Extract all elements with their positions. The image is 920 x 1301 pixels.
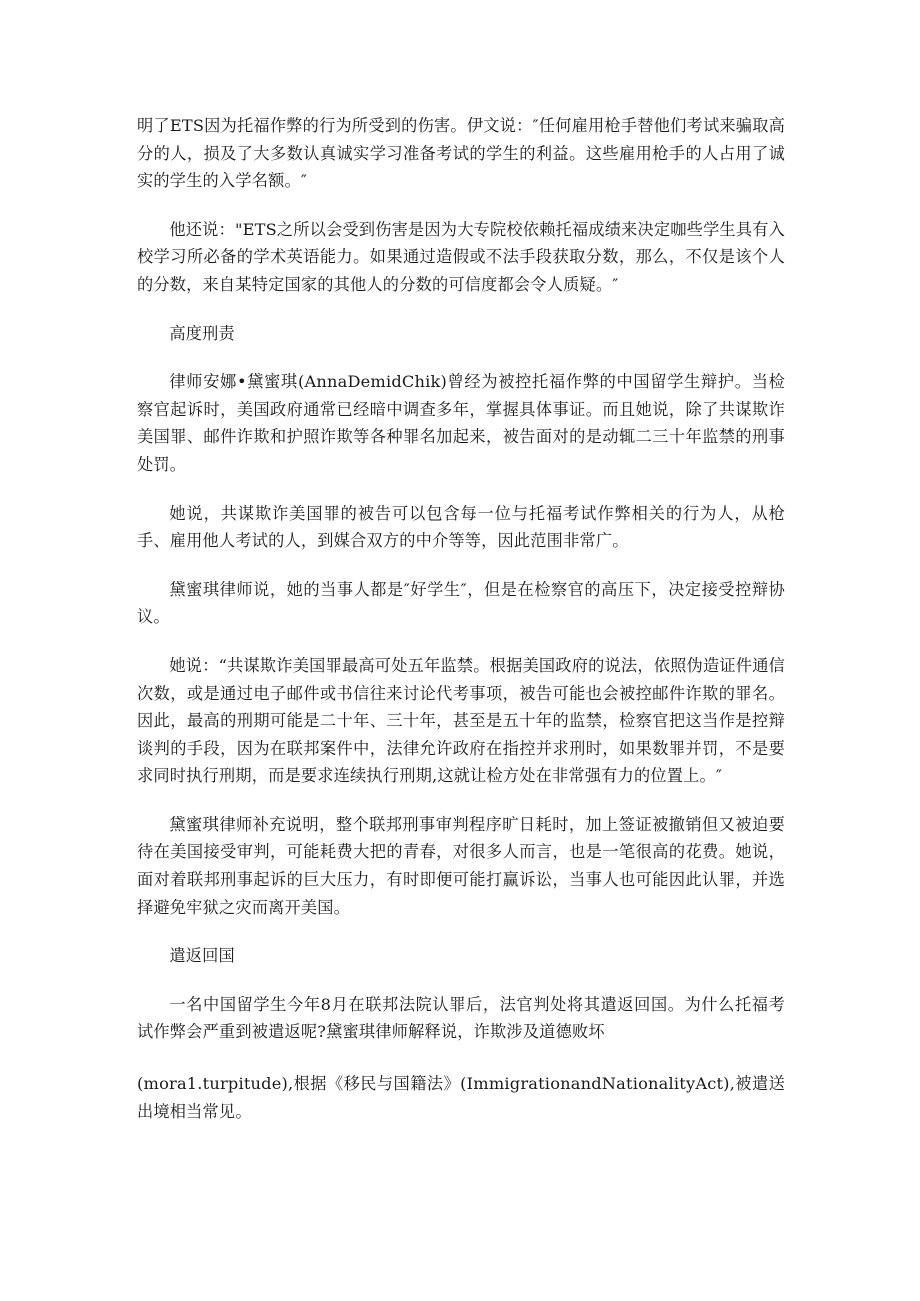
section-heading-deportation: 遣返回国 — [169, 946, 235, 966]
paragraph-conspiracy-scope: 她说，共谋欺诈美国罪的被告可以包含每一位与托福考试作弊相关的行为人，从枪手、雇用他人考试的人，到媒合双方的中介等等，因此范围非常广。 — [137, 503, 785, 551]
document-page — [137, 112, 785, 1146]
paragraph-ets-harm: 明了ETS因为托福作弊的行为所受到的伤害。伊文说：″任何雇用枪手替他们考试来骗取高分的人，损及了大多数认真诚实学习准备考试的学生的利益。这些雇用枪手的人占用了诚实的学生的入学名额。″ — [137, 116, 785, 191]
section-heading-criminal-liability: 高度刑责 — [169, 323, 235, 343]
paragraph-trial-cost: 黛蜜琪律师补充说明，整个联邦刑事审判程序旷日耗时，加上签证被撤销但又被迫要待在美国接受审判，可能耗费大把的青春，对很多人而言，也是一笔很高的花费。她说，面对着联邦刑事起诉的巨大压力，有时即便可能打赢诉讼，当事人也可能因此认罪，并选择避免牢狱之灾而离开美国。 — [137, 814, 785, 917]
paragraph-good-students: 黛蜜琪律师说，她的当事人都是″好学生″，但是在检察官的高压下，决定接受控辩协议。 — [137, 579, 785, 627]
paragraph-sentencing: 她说：“共谋欺诈美国罪最高可处五年监禁。根据美国政府的说法，依照伪造证件通信次数，或是通过电子邮件或书信往来讨论代考事项，被告可能也会被控邮件诈欺的罪名。因此，最高的刑期可能是二十年、三十年，甚至是五十年的监禁，检察官把这当作是控辩谈判的手段，因为在联邦案件中，法律允许政府在指控并求刑时，如果数罪并罚，不是要求同时执行刑期，而是要求连续执行刑期,这就让检方处在非常强有力的位置上。″ — [137, 655, 785, 786]
paragraph-ets-reason: 他还说："ETS之所以会受到伤害是因为大专院校依赖托福成绩来决定咖些学生具有入校学习所必备的学术英语能力。如果通过造假或不法手段获取分数，那么，不仅是该个人的分数，来自某特定国家的其他人的分数的可信度都会令人质疑。″ — [137, 219, 785, 294]
paragraph-moral-turpitude: (mora1.turpitude),根据《移民与国籍法》(ImmigrationandNationalityAct),被遣送出境相当常见。 — [137, 1074, 785, 1121]
paragraph-lawyer-intro: 律师安娜•黛蜜琪(AnnaDemidChik)曾经为被控托福作弊的中国留学生辩护。当检察官起诉时，美国政府通常已经暗中调查多年，掌握具体事证。而且她说，除了共谋欺诈美国罪、邮件诈欺和护照诈欺等各种罪名加起来，被告面对的是动辄二三十年监禁的刑事处罚。 — [137, 372, 785, 474]
paragraph-deportation-case: 一名中国留学生今年8月在联邦法院认罪后，法官判处将其遣返回国。为什么托福考试作弊会严重到被遣返呢?黛蜜琪律师解释说，诈欺涉及道德败坏 — [137, 994, 785, 1042]
